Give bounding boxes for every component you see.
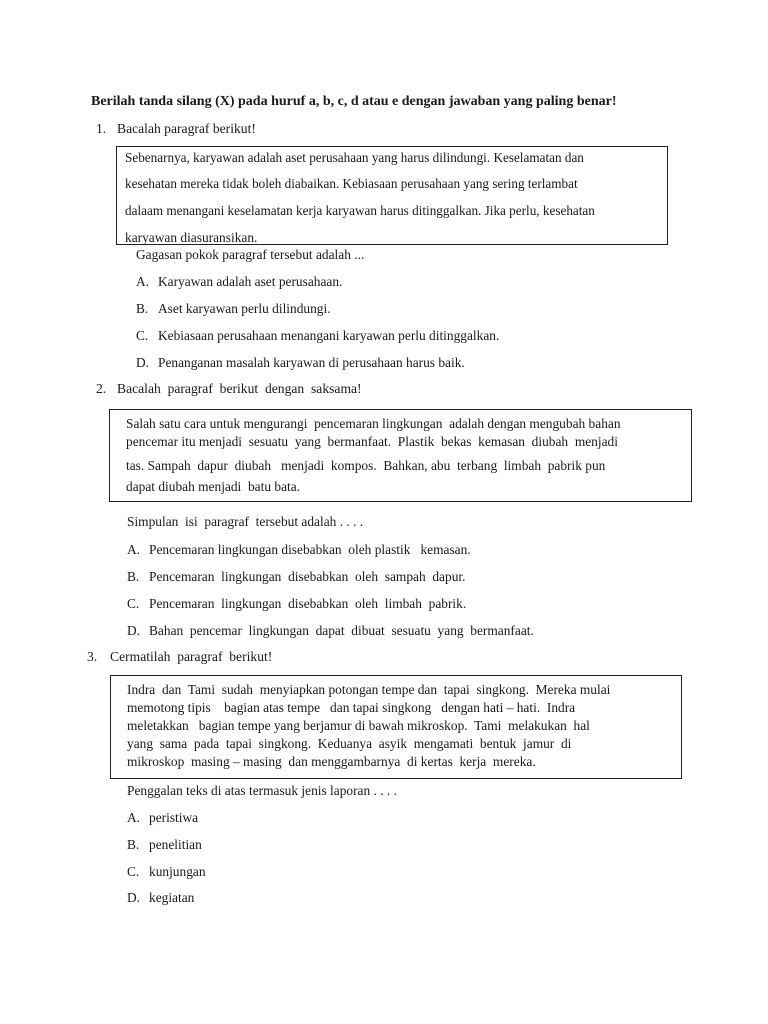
option-letter: C. — [136, 328, 149, 343]
question-number: 3. — [87, 649, 98, 664]
option-text: Penanganan masalah karyawan di perusahaan harus baik. — [158, 355, 465, 370]
question-number: 2. — [96, 381, 107, 396]
passage-line: pencemar itu menjadi sesuatu yang bermanfaat. Plastik bekas kemasan diubah menjadi — [126, 434, 618, 449]
instruction-heading: Berilah tanda silang (X) pada huruf a, b, c, d atau e dengan jawaban yang paling benar! — [91, 94, 617, 109]
option-text: Pencemaran lingkungan disebabkan oleh limbah pabrik. — [149, 596, 467, 611]
passage-box — [109, 409, 692, 502]
option-letter: C. — [127, 596, 140, 611]
option-letter: B. — [136, 301, 149, 316]
passage-line: tas. Sampah dapur diubah menjadi kompos. Bahkan, abu terbang limbah pabrik pun — [126, 458, 606, 473]
question-prompt: Cermatilah paragraf berikut! — [110, 649, 273, 664]
option-text: Karyawan adalah aset perusahaan. — [158, 274, 343, 289]
passage-box — [110, 675, 682, 779]
passage-line: mikroskop masing – masing dan menggambarnya di kertas kerja mereka. — [127, 754, 536, 769]
passage-line: dapat diubah menjadi batu bata. — [126, 479, 301, 494]
option-text: peristiwa — [149, 810, 199, 825]
option-letter: C. — [127, 864, 140, 879]
option-letter: A. — [136, 274, 150, 289]
option-text: penelitian — [149, 837, 202, 852]
option-letter: B. — [127, 569, 140, 584]
option-text: Pencemaran lingkungan disebabkan oleh sampah dapur. — [149, 569, 466, 584]
passage-line: Sebenarnya, karyawan adalah aset perusahaan yang harus dilindungi. Keselamatan dan — [125, 150, 584, 165]
option-letter: D. — [136, 355, 150, 370]
passage-line: karyawan diasuransikan. — [125, 230, 258, 245]
passage-line: dalaam menangani keselamatan kerja karyawan harus ditinggalkan. Jika perlu, kesehatan — [125, 203, 595, 218]
question-number: 1. — [96, 121, 107, 136]
option-text: Kebiasaan perusahaan menangani karyawan perlu ditinggalkan. — [158, 328, 500, 343]
option-letter: D. — [127, 623, 141, 638]
option-text: kunjungan — [149, 864, 206, 879]
option-text: Bahan pencemar lingkungan dapat dibuat sesuatu yang bermanfaat. — [149, 623, 534, 638]
question-text: Gagasan pokok paragraf tersebut adalah ... — [136, 247, 365, 262]
option-letter: D. — [127, 890, 141, 905]
passage-line: meletakkan bagian tempe yang berjamur di bawah mikroskop. Tami melakukan hal — [127, 718, 590, 733]
option-text: kegiatan — [149, 890, 195, 905]
passage-line: memotong tipis bagian atas tempe dan tapai singkong dengan hati – hati. Indra — [127, 700, 576, 715]
option-letter: B. — [127, 837, 140, 852]
option-letter: A. — [127, 542, 141, 557]
question-prompt: Bacalah paragraf berikut! — [117, 121, 256, 136]
passage-box — [116, 146, 668, 245]
option-text: Aset karyawan perlu dilindungi. — [158, 301, 331, 316]
question-prompt: Bacalah paragraf berikut dengan saksama! — [117, 381, 362, 396]
option-text: Pencemaran lingkungan disebabkan oleh plastik kemasan. — [149, 542, 471, 557]
passage-line: kesehatan mereka tidak boleh diabaikan. Kebiasaan perusahaan yang sering terlambat — [125, 176, 578, 191]
passage-line: Salah satu cara untuk mengurangi pencemaran lingkungan adalah dengan mengubah bahan — [126, 416, 621, 431]
question-text: Simpulan isi paragraf tersebut adalah . . . . — [127, 514, 364, 529]
question-text: Penggalan teks di atas termasuk jenis laporan . . . . — [127, 783, 397, 798]
passage-line: yang sama pada tapai singkong. Keduanya asyik mengamati bentuk jamur di — [127, 736, 572, 751]
passage-line: Indra dan Tami sudah menyiapkan potongan tempe dan tapai singkong. Mereka mulai — [127, 682, 611, 697]
option-letter: A. — [127, 810, 141, 825]
